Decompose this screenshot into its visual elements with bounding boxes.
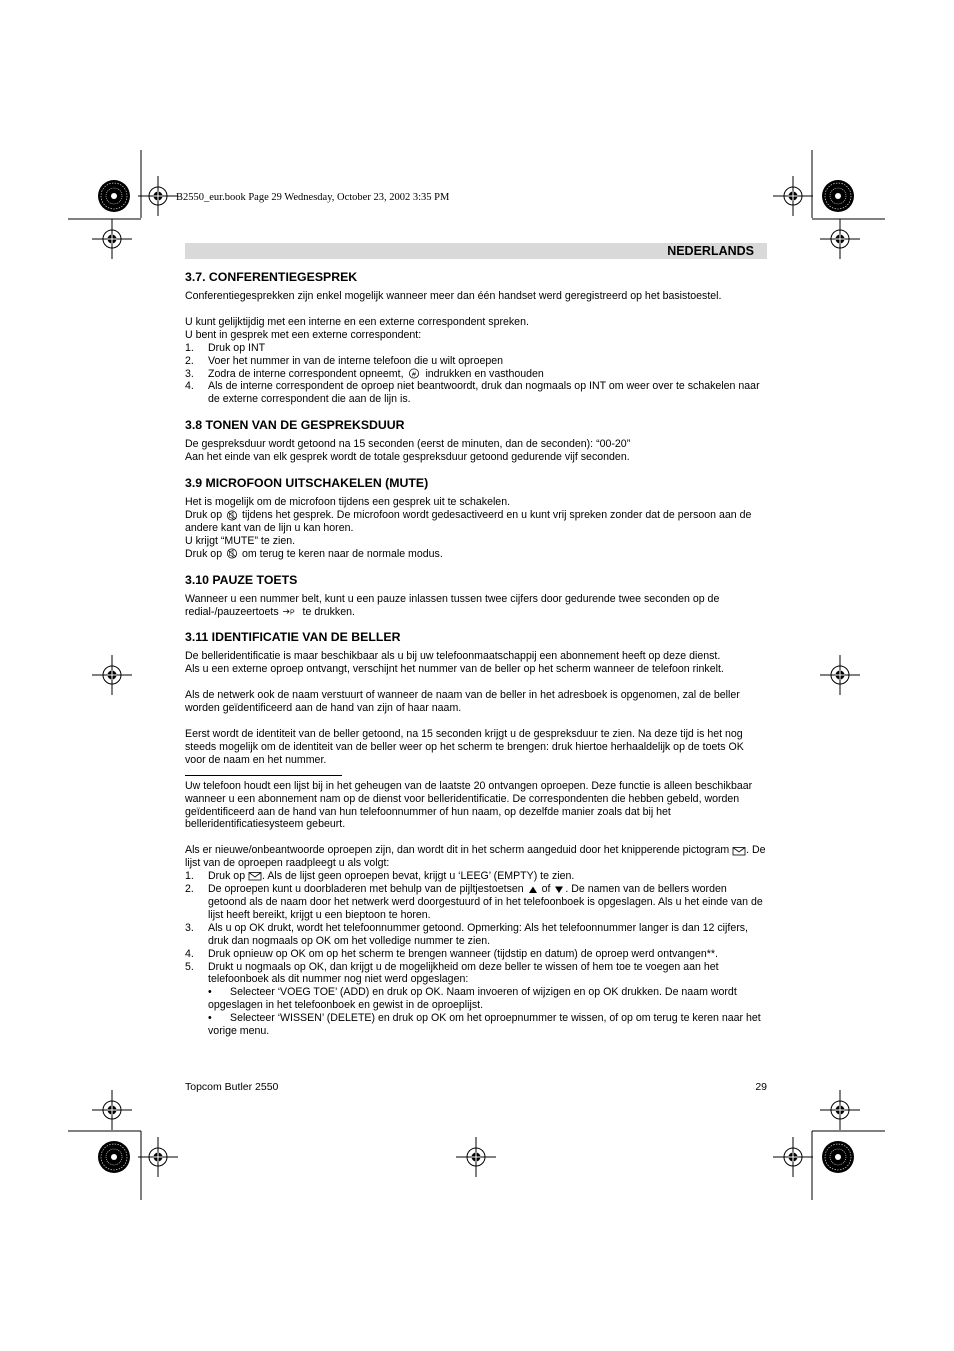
registration-mark-icon bbox=[138, 1137, 178, 1177]
registration-mark-icon bbox=[92, 1090, 132, 1130]
list-item: 2. Voer het nummer in van de interne telefoon die u wilt oproepen bbox=[185, 354, 504, 367]
registration-mark-icon bbox=[138, 176, 178, 216]
paragraph: Als de netwerk ook de naam verstuurt of wanneer de naam van de beller in het adresboek is opgenomen, zal de beller worden geïdentificeerd aan de hand van zijn of haar naam. bbox=[185, 689, 740, 715]
language-bar bbox=[185, 243, 767, 259]
mute-key-icon bbox=[225, 548, 239, 559]
page-content bbox=[185, 270, 767, 1038]
arrow-down-icon bbox=[553, 885, 565, 894]
star-target-icon bbox=[822, 1141, 854, 1173]
section-conference-call bbox=[185, 270, 767, 406]
registration-mark-icon bbox=[820, 219, 860, 259]
step-list bbox=[185, 342, 767, 407]
bullet-item: • Selecteer ‘WISSEN’ (DELETE) en druk op OK om het oproepnummer te wissen, of op om terug te keren naar het vorige menu. bbox=[208, 1012, 761, 1038]
paragraph: U kunt gelijktijdig met een interne en een externe correspondent spreken. bbox=[185, 315, 529, 328]
paragraph: Het is mogelijk om de microfoon tijdens een gesprek uit te schakelen. bbox=[185, 496, 511, 509]
language-label: NEDERLANDS bbox=[667, 244, 754, 258]
envelope-icon bbox=[248, 871, 262, 881]
list-item: 3. Als u op OK drukt, wordt het telefoonnummer getoond. Opmerking: Als het telefoonnummer langer is dan 12 cijfers, druk dan nogmaals op OK om het volledige nummer te zien. bbox=[185, 921, 748, 947]
section-title: 3.10 PAUZE TOETS bbox=[185, 572, 298, 587]
star-target-icon bbox=[98, 180, 130, 212]
arrow-up-icon bbox=[527, 885, 539, 894]
star-target-icon bbox=[822, 180, 854, 212]
bullet-item: • Selecteer ‘VOEG TOE’ (ADD) en druk op OK. Naam invoeren of wijzigen en op OK drukken. De naam wordt opgeslagen in het telefoonboek en gewist in de oproeplijst. bbox=[208, 986, 737, 1012]
paragraph: Aan het einde van elk gesprek wordt de totale gespreksduur getoond gedurende vijf seconden. bbox=[185, 451, 630, 464]
paragraph: U bent in gesprek met een externe correspondent: bbox=[185, 328, 422, 341]
registration-mark-icon bbox=[456, 1137, 496, 1177]
paragraph: Als er nieuwe/onbeantwoorde oproepen zijn, dan wordt dit in het scherm aangeduid door het knipperende pictogram . De lijst van de oproepen raadpleegt u als volgt: bbox=[185, 844, 766, 870]
paragraph: Druk op tijdens het gesprek. De microfoon wordt gedesactiveerd en u kunt vrij spreken zonder dat de persoon aan de andere kant van de lijn u kan horen. bbox=[185, 508, 752, 534]
bullet-list bbox=[185, 986, 767, 1038]
section-title: 3.8 TONEN VAN DE GESPREKSDUUR bbox=[185, 418, 405, 433]
star-target-icon bbox=[98, 1141, 130, 1173]
step-list bbox=[185, 870, 767, 986]
section-title: 3.9 MICROFOON UITSCHAKELEN (MUTE) bbox=[185, 476, 429, 491]
section-caller-id bbox=[185, 630, 767, 1038]
list-item: 4. Druk opnieuw op OK om op het scherm te brengen wanneer (tijdstip en datum) de oproep werd ontvangen**. bbox=[185, 947, 718, 960]
envelope-icon bbox=[732, 846, 746, 856]
paragraph: Wanneer u een nummer belt, kunt u een pauze inlassen tussen twee cijfers door gedurende twee seconden op de redial-/pauzeertoets P te drukken. bbox=[185, 592, 720, 618]
registration-mark-icon bbox=[92, 655, 132, 695]
footnote: Uw telefoon houdt een lijst bij in het geheugen van de laatste 20 ontvangen oproepen. Deze functie is alleen beschikbaar wanneer u een abonnement nam op de dienst voor belleridentificatie. De correspondenten die hebben gebeld, worden geïdentificeerd aan de hand van hun telefoonnummer of hun naam, op dezelfde manier zoals dat bij het belleridentificatiesysteem gebeurt. bbox=[185, 779, 753, 831]
page-number: 29 bbox=[755, 1081, 767, 1093]
redial-pause-key-icon bbox=[282, 607, 300, 616]
paragraph: Als u een externe oproep ontvangt, verschijnt het nummer van de beller op het scherm wanneer de telefoon rinkelt. bbox=[185, 663, 724, 676]
section-title: 3.11 IDENTIFICATIE VAN DE BELLER bbox=[185, 630, 401, 645]
section-pause-key bbox=[185, 573, 767, 619]
list-item: 3. Zodra de interne correspondent opneemt, # indrukken en vasthouden bbox=[185, 367, 544, 380]
hash-key-icon bbox=[406, 368, 422, 379]
list-item: 4. Als de interne correspondent de oproep niet beantwoordt, druk dan nogmaals op INT om weer over te schakelen naar de externe correspondent die aan de lijn is. bbox=[185, 380, 760, 406]
mute-key-icon bbox=[225, 510, 239, 521]
section-title: 3.7. CONFERENTIEGESPREK bbox=[185, 270, 358, 284]
paragraph: De belleridentificatie is maar beschikbaar als u bij uw telefoonmaatschappij een abonnement heeft op deze dienst. bbox=[185, 650, 721, 663]
paragraph: De gespreksduur wordt getoond na 15 seconden (eerst de minuten, dan de seconden): “00-20” bbox=[185, 438, 631, 451]
footnote-rule bbox=[185, 775, 342, 776]
svg-text:P: P bbox=[289, 609, 295, 617]
book-header-info: B2550_eur.book Page 29 Wednesday, October 23, 2002 3:35 PM bbox=[176, 192, 450, 203]
svg-text:#: # bbox=[412, 369, 417, 379]
footer-product: Topcom Butler 2550 bbox=[185, 1081, 279, 1093]
list-item: 5. Drukt u nogmaals op OK, dan krijgt u de mogelijkheid om deze beller te wissen of hem toe te voegen aan het telefoonboek als dit nummer nog niet werd opgeslagen: bbox=[185, 960, 719, 986]
registration-mark-icon bbox=[820, 655, 860, 695]
registration-mark-icon bbox=[92, 219, 132, 259]
section-call-duration bbox=[185, 418, 767, 464]
list-item: 2. De oproepen kunt u doorbladeren met behulp van de pijltjestoetsen of . De namen van de bellers worden getoond als de naam door het netwerk werd doorgestuurd of in het telefoonboek is opgeslagen. Als u het einde van de lijst heeft bereikt, krijgt u een bieptoon te horen. bbox=[185, 883, 763, 921]
list-item: 1. Druk op . Als de lijst geen oproepen bevat, krijgt u ‘LEEG’ (EMPTY) te zien. bbox=[185, 870, 575, 883]
registration-mark-icon bbox=[773, 1137, 813, 1177]
paragraph: Eerst wordt de identiteit van de beller getoond, na 15 seconden krijgt u de gespreksduur te zien. Na deze tijd is het nog steeds mogelijk om de identiteit van de beller weer op het scherm te brengen: druk hiertoe herhaaldelijk op de toets OK voor de naam en het nummer. bbox=[185, 728, 744, 766]
section-mute bbox=[185, 476, 767, 561]
paragraph: Conferentiegesprekken zijn enkel mogelijk wanneer meer dan één handset werd geregistreerd op het basistoestel. bbox=[185, 290, 722, 302]
paragraph: U krijgt “MUTE” te zien. bbox=[185, 534, 296, 547]
paragraph: Druk op om terug te keren naar de normale modus. bbox=[185, 547, 443, 560]
list-item: 1. Druk op INT bbox=[185, 341, 266, 354]
registration-mark-icon bbox=[820, 1090, 860, 1130]
registration-mark-icon bbox=[773, 176, 813, 216]
